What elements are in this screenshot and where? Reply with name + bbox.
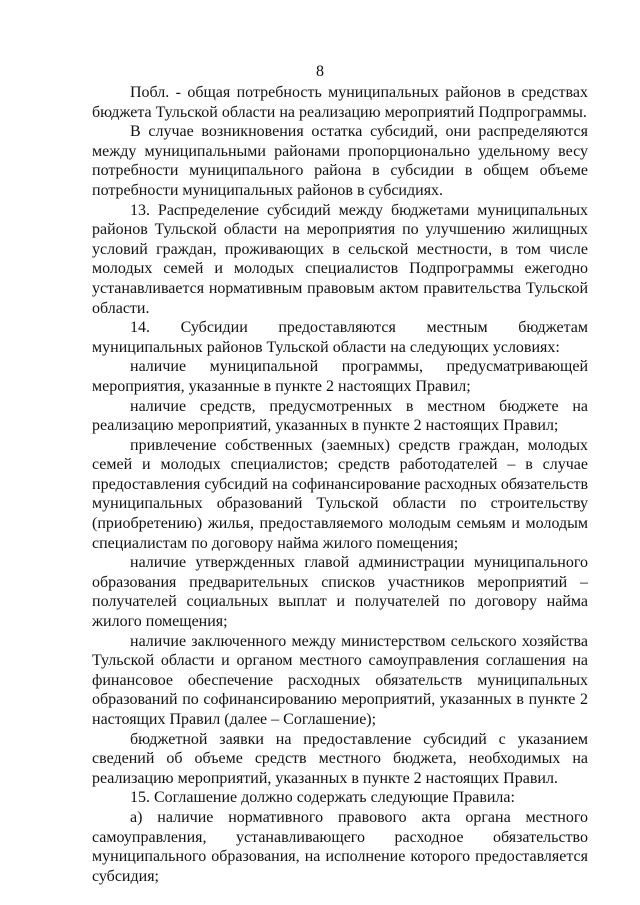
paragraph-item-15-a: а) наличие нормативного правового акта органа местного самоуправления, устанавливающего расходное обязательство муниципального образования, на исполнение которого предоставляется субсидия; (92, 808, 588, 885)
paragraph-item-15: 15. Соглашение должно содержать следующие Правила: (130, 789, 515, 807)
document-body (92, 83, 588, 886)
paragraph-condition-participant-lists: наличие утвержденных главой администрации муниципального образования предварительных списков участников мероприятий – получателей социальных выплат и получателей по договору найма жилого помещения; (92, 554, 588, 631)
paragraph-condition-local-budget: наличие средств, предусмотренных в местном бюджете на реализацию мероприятий, указанных в пункте 2 настоящих Правил; (92, 397, 588, 435)
page-number: 8 (316, 63, 324, 80)
paragraph-condition-own-funds: привлечение собственных (заемных) средств граждан, молодых семей и молодых специалистов; средств работодателей – в случае предоставления субсидий на софинансирование расходных обязательств муниципальных образований Тульской области по строительству (приобретению) жилья, предоставляемого молодым семьям и молодым специалистам по договору найма жилого помещения; (92, 436, 588, 552)
paragraph-condition-municipal-program: наличие муниципальной программы, предусматривающей мероприятия, указанные в пункте 2 настоящих Правил; (92, 358, 588, 395)
paragraph-p-obl-definition: Побл. - общая потребность муниципальных районов в средствах бюджета Тульской области на реализацию мероприятий Подпрограммы. (92, 84, 588, 121)
paragraph-condition-agreement: наличие заключенного между министерством сельского хозяйства Тульской области и органом местного самоуправления соглашения на финансовое обеспечение расходных обязательств муниципальных образований по софинансированию мероприятий, указанных в пункте 2 настоящих Правил (далее – Соглашение); (92, 632, 588, 728)
paragraph-subsidy-remainder: В случае возникновения остатка субсидий, они распределяются между муниципальными районами пропорционально удельному весу потребности муниципального района в субсидии в общем объеме потребности муниципальных районов в субсидиях. (92, 123, 588, 199)
paragraph-item-14: 14. Субсидии предоставляются местным бюджетам муниципальных районов Тульской области на следующих условиях: (92, 319, 588, 356)
paragraph-condition-budget-request: бюджетной заявки на предоставление субсидий с указанием сведений об объеме средств местного бюджета, необходимых на реализацию мероприятий, указанных в пункте 2 настоящих Правил. (92, 730, 588, 787)
paragraph-item-13: 13. Распределение субсидий между бюджетами муниципальных районов Тульской области на мероприятия по улучшению жилищных условий граждан, проживающих в сельской местности, в том числе молодых семей и молодых специалистов Подпрограммы ежегодно устанавливается нормативным правовым актом правительства Тульской области. (92, 201, 588, 317)
